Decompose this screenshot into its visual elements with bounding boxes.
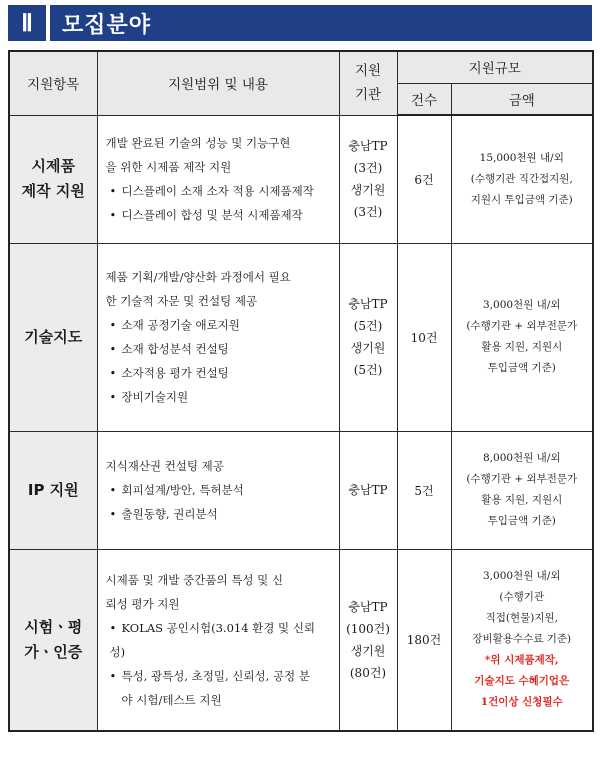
bullet-item: • 소자적용 평가 컨설팅	[109, 366, 229, 380]
description-line: 개발 완료된 기술의 성능 및 기능구현	[105, 136, 291, 150]
table-row	[9, 549, 593, 731]
description-line: 한 기술적 자문 및 컨설팅 제공	[105, 294, 258, 308]
header-scope: 지원범위 및 내용	[97, 51, 339, 115]
bullet-item: • 소재 합성분석 컨설팅	[109, 342, 229, 356]
amount-note: *위 시제품제작,	[484, 654, 559, 667]
header-scale: 지원규모	[397, 51, 593, 83]
section-header	[8, 5, 592, 41]
count-cell: 10건	[397, 243, 451, 431]
bullet-item: • KOLAS 공인시험(3.014 환경 및 신뢰성)	[109, 620, 316, 659]
category-line: 시험ㆍ평	[24, 617, 83, 636]
institution-cell: 충남TP (100건) 생기원 (80건)	[339, 549, 397, 731]
institution-cell: 충남TP (3건) 생기원 (3건)	[339, 115, 397, 243]
description-line: 시제품 및 개발 중간품의 특성 및 신	[105, 572, 283, 587]
description-cell	[97, 115, 339, 243]
section-title: 모집분야	[50, 5, 592, 41]
amount-note: 1건이상 신청필수	[480, 696, 563, 709]
count-cell: 6건	[397, 115, 451, 243]
description-line: 제품 기획/개발/양산화 과정에서 필요	[105, 270, 291, 284]
header-institution-line2: 기관	[354, 87, 382, 104]
amount-note: 기술지도 수혜기업은	[474, 675, 570, 688]
category-line: 가ㆍ인증	[24, 642, 83, 661]
institution-cell: 충남TP (5건) 생기원 (5건)	[339, 243, 397, 431]
table-row	[9, 115, 593, 243]
description-cell	[97, 549, 339, 731]
bullet-item: • 디스플레이 소재 소자 적용 시제품제작	[109, 184, 314, 198]
header-amount: 금액	[451, 83, 593, 115]
header-item: 지원항목	[9, 51, 97, 115]
header-count: 건수	[397, 83, 451, 115]
header-institution	[339, 51, 397, 115]
header-institution-line1: 지원	[354, 63, 382, 80]
category-cell	[9, 115, 97, 243]
section-number: Ⅱ	[8, 5, 46, 41]
bullet-item: • 장비기술지원	[109, 390, 189, 404]
category-cell: 기술지도	[9, 243, 97, 431]
amount-cell: 3,000천원 내/외 (수행기관 직접(현물)지원, 장비활용수수료 기준) *위 시제품제작, 기술지도 수혜기업은 1건이상 신청필수	[451, 549, 593, 731]
description-line: 뢰성 평가 지원	[105, 596, 180, 611]
bullet-item: • 회피설계/방안, 특허분석	[109, 483, 244, 497]
amount-cell: 3,000천원 내/외 (수행기관 + 외부전문가 활용 지원, 지원시 투입금액 기준)	[451, 243, 593, 431]
table-row	[9, 243, 593, 431]
category-line: 시제품	[31, 157, 75, 175]
recruitment-table	[8, 50, 594, 732]
bullet-item: • 소재 공정기술 애로지원	[109, 318, 240, 332]
institution-cell: 충남TP	[339, 431, 397, 549]
description-cell	[97, 431, 339, 549]
amount-cell: 15,000천원 내/외 (수행기관 직간접지원, 지원시 투입금액 기준)	[451, 115, 593, 243]
bullet-item: • 출원동향, 권리분석	[109, 507, 218, 521]
count-cell: 180건	[397, 549, 451, 731]
count-cell: 5건	[397, 431, 451, 549]
category-cell	[9, 549, 97, 731]
description-cell	[97, 243, 339, 431]
bullet-item: • 디스플레이 합성 및 분석 시제품제작	[109, 208, 303, 222]
description-line: 지식재산권 컨설팅 제공	[105, 459, 224, 473]
bullet-item: • 특성, 광특성, 초정밀, 신뢰성, 공정 분 야 시험/테스트 지원	[109, 668, 310, 707]
category-line: 제작 지원	[21, 182, 85, 200]
description-line: 을 위한 시제품 제작 지원	[105, 160, 232, 174]
category-cell: IP 지원	[9, 431, 97, 549]
amount-cell: 8,000천원 내/외 (수행기관 + 외부전문가 활용 지원, 지원시 투입금액 기준)	[451, 431, 593, 549]
table-row	[9, 431, 593, 549]
